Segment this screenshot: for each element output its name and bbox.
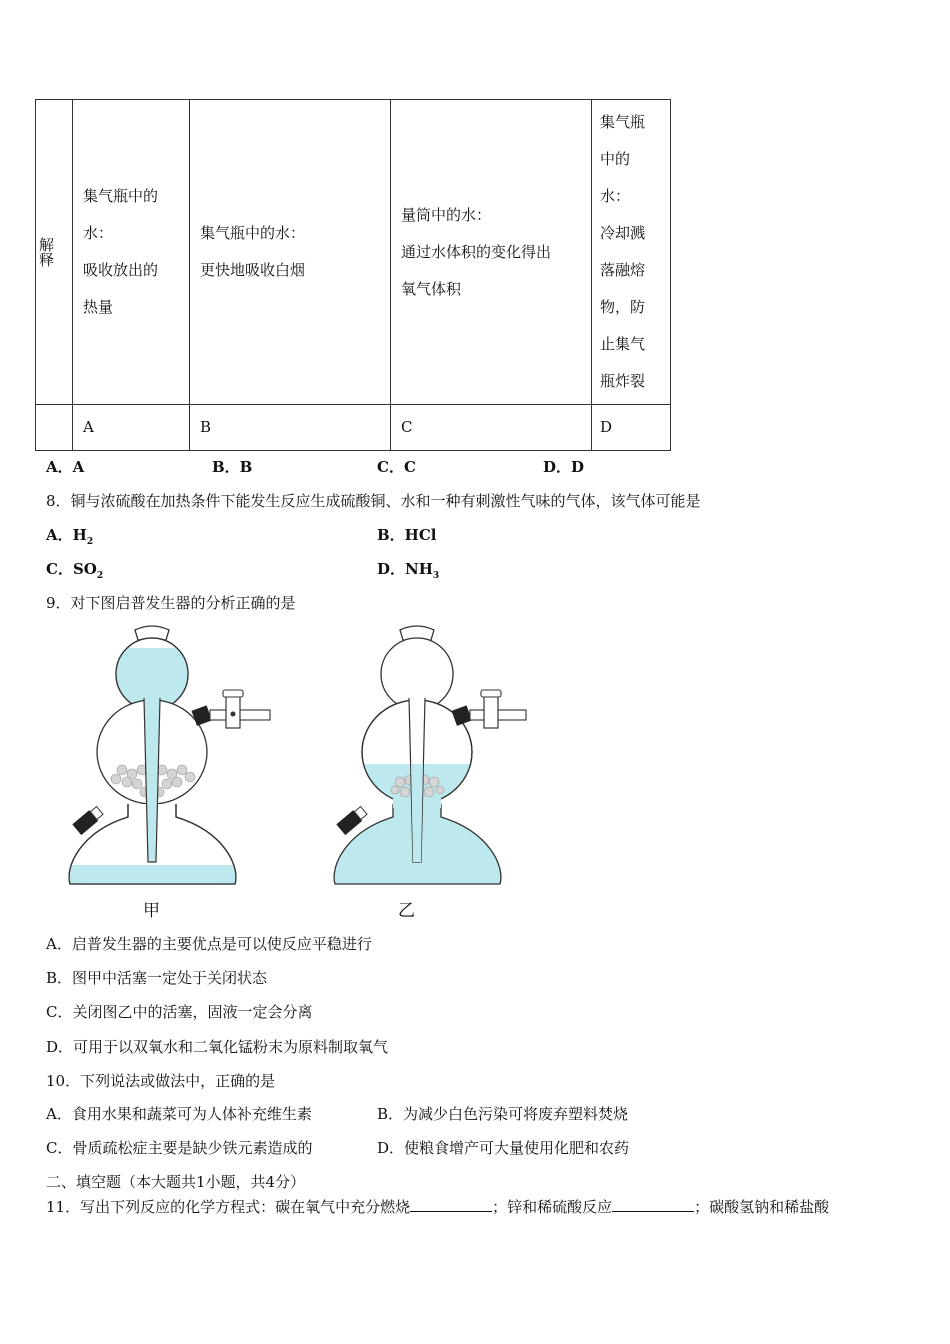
q9-option-a[interactable]: A．启普发生器的主要优点是可以使反应平稳进行 <box>46 935 372 953</box>
q7-row-header: 解释 <box>37 237 55 267</box>
q7-c-line: 量筒中的水： <box>401 205 492 224</box>
q8-stem: 8．铜与浓硫酸在加热条件下能发生反应生成硫酸铜、水和一种有刺激性气味的气体，该气体可能是 <box>46 492 701 510</box>
q7-row-header-cell <box>36 100 73 405</box>
q7-explanation-d <box>592 100 671 405</box>
q7-a-line: 热量 <box>83 298 114 316</box>
q9-stem: 9．对下图启普发生器的分析正确的是 <box>46 594 296 612</box>
figure-label-yi: 乙 <box>398 901 415 921</box>
q7-label-c: C <box>391 405 592 451</box>
q7-option-d[interactable]: D．D <box>543 458 585 476</box>
q7-label-d: D <box>592 405 671 451</box>
q7-label-a: A <box>73 405 190 451</box>
q8-option-d[interactable]: D．$NH_3$ <box>377 560 440 581</box>
q7-explanation-c <box>391 100 592 405</box>
q7-d-line: 冷却溅 <box>600 224 646 242</box>
q7-a-line: 水： <box>83 224 114 242</box>
q7-explanation-b <box>190 100 391 405</box>
q11-stem: 11．写出下列反应的化学方程式：碳在氧气中充分燃烧 ；锌和稀硫酸反应 ；碳酸氢钠和稀盐酸 <box>46 1198 830 1216</box>
q7-d-line: 止集气 <box>600 335 646 353</box>
q10-option-a[interactable]: A．食用水果和蔬菜可为人体补充维生素 <box>46 1105 312 1123</box>
figure-label-jia: 甲 <box>143 901 160 921</box>
kipp-jia <box>60 626 270 887</box>
q8-option-a[interactable]: A．$H_2$ <box>46 526 94 547</box>
q7-d-line: 瓶炸裂 <box>600 372 646 390</box>
q7-empty-cell <box>36 405 73 451</box>
q8-option-c[interactable]: C．$SO_2$ <box>46 560 104 581</box>
q7-explanation-a <box>73 100 190 405</box>
kipp-apparatus-figure <box>60 622 540 922</box>
q7-d-line: 物，防 <box>600 298 646 316</box>
q7-d-line: 集气瓶 <box>600 113 646 131</box>
q9-option-d[interactable]: D．可用于以双氧水和二氧化锰粉末为原料制取氧气 <box>46 1038 389 1056</box>
q10-option-c[interactable]: C．骨质疏松症主要是缺少铁元素造成的 <box>46 1139 313 1157</box>
q7-label-row <box>36 405 671 451</box>
q9-option-c[interactable]: C．关闭图乙中的活塞，固液一定会分离 <box>46 1003 313 1021</box>
q7-d-line: 水： <box>600 187 631 205</box>
q8-option-b[interactable]: B．HCl <box>377 526 437 544</box>
q11-blank-1[interactable] <box>410 1197 492 1212</box>
section-heading: 二、填空题（本大题共1小题，共4分） <box>46 1173 306 1191</box>
q7-label-b: B <box>190 405 391 451</box>
q7-d-line: 中的 <box>600 150 631 168</box>
q10-option-d[interactable]: D．使粮食增产可大量使用化肥和农药 <box>377 1139 630 1157</box>
kipp-yi <box>334 626 526 884</box>
q9-option-b[interactable]: B．图甲中活塞一定处于关闭状态 <box>46 969 268 987</box>
q7-b-line: 更快地吸收白烟 <box>200 261 306 279</box>
q7-d-line: 落融熔 <box>600 261 646 279</box>
q10-stem: 10．下列说法或做法中，正确的是 <box>46 1072 276 1090</box>
q7-c-line: 通过水体积的变化得出 <box>401 242 552 261</box>
q10-option-b[interactable]: B．为减少白色污染可将废弃塑料焚烧 <box>377 1105 629 1123</box>
q7-option-a[interactable]: A．A <box>46 458 85 476</box>
q7-a-line: 集气瓶中的 <box>83 187 159 205</box>
q7-b-line: 集气瓶中的水： <box>200 224 306 242</box>
q7-option-c[interactable]: C．C <box>377 458 416 476</box>
q7-c-line: 氧气体积 <box>401 279 462 298</box>
q11-blank-2[interactable] <box>612 1197 694 1212</box>
q7-explanation-row <box>36 100 671 405</box>
q7-a-line: 吸收放出的 <box>83 261 159 279</box>
q7-table <box>35 99 671 451</box>
q7-option-b[interactable]: B．B <box>212 458 253 476</box>
